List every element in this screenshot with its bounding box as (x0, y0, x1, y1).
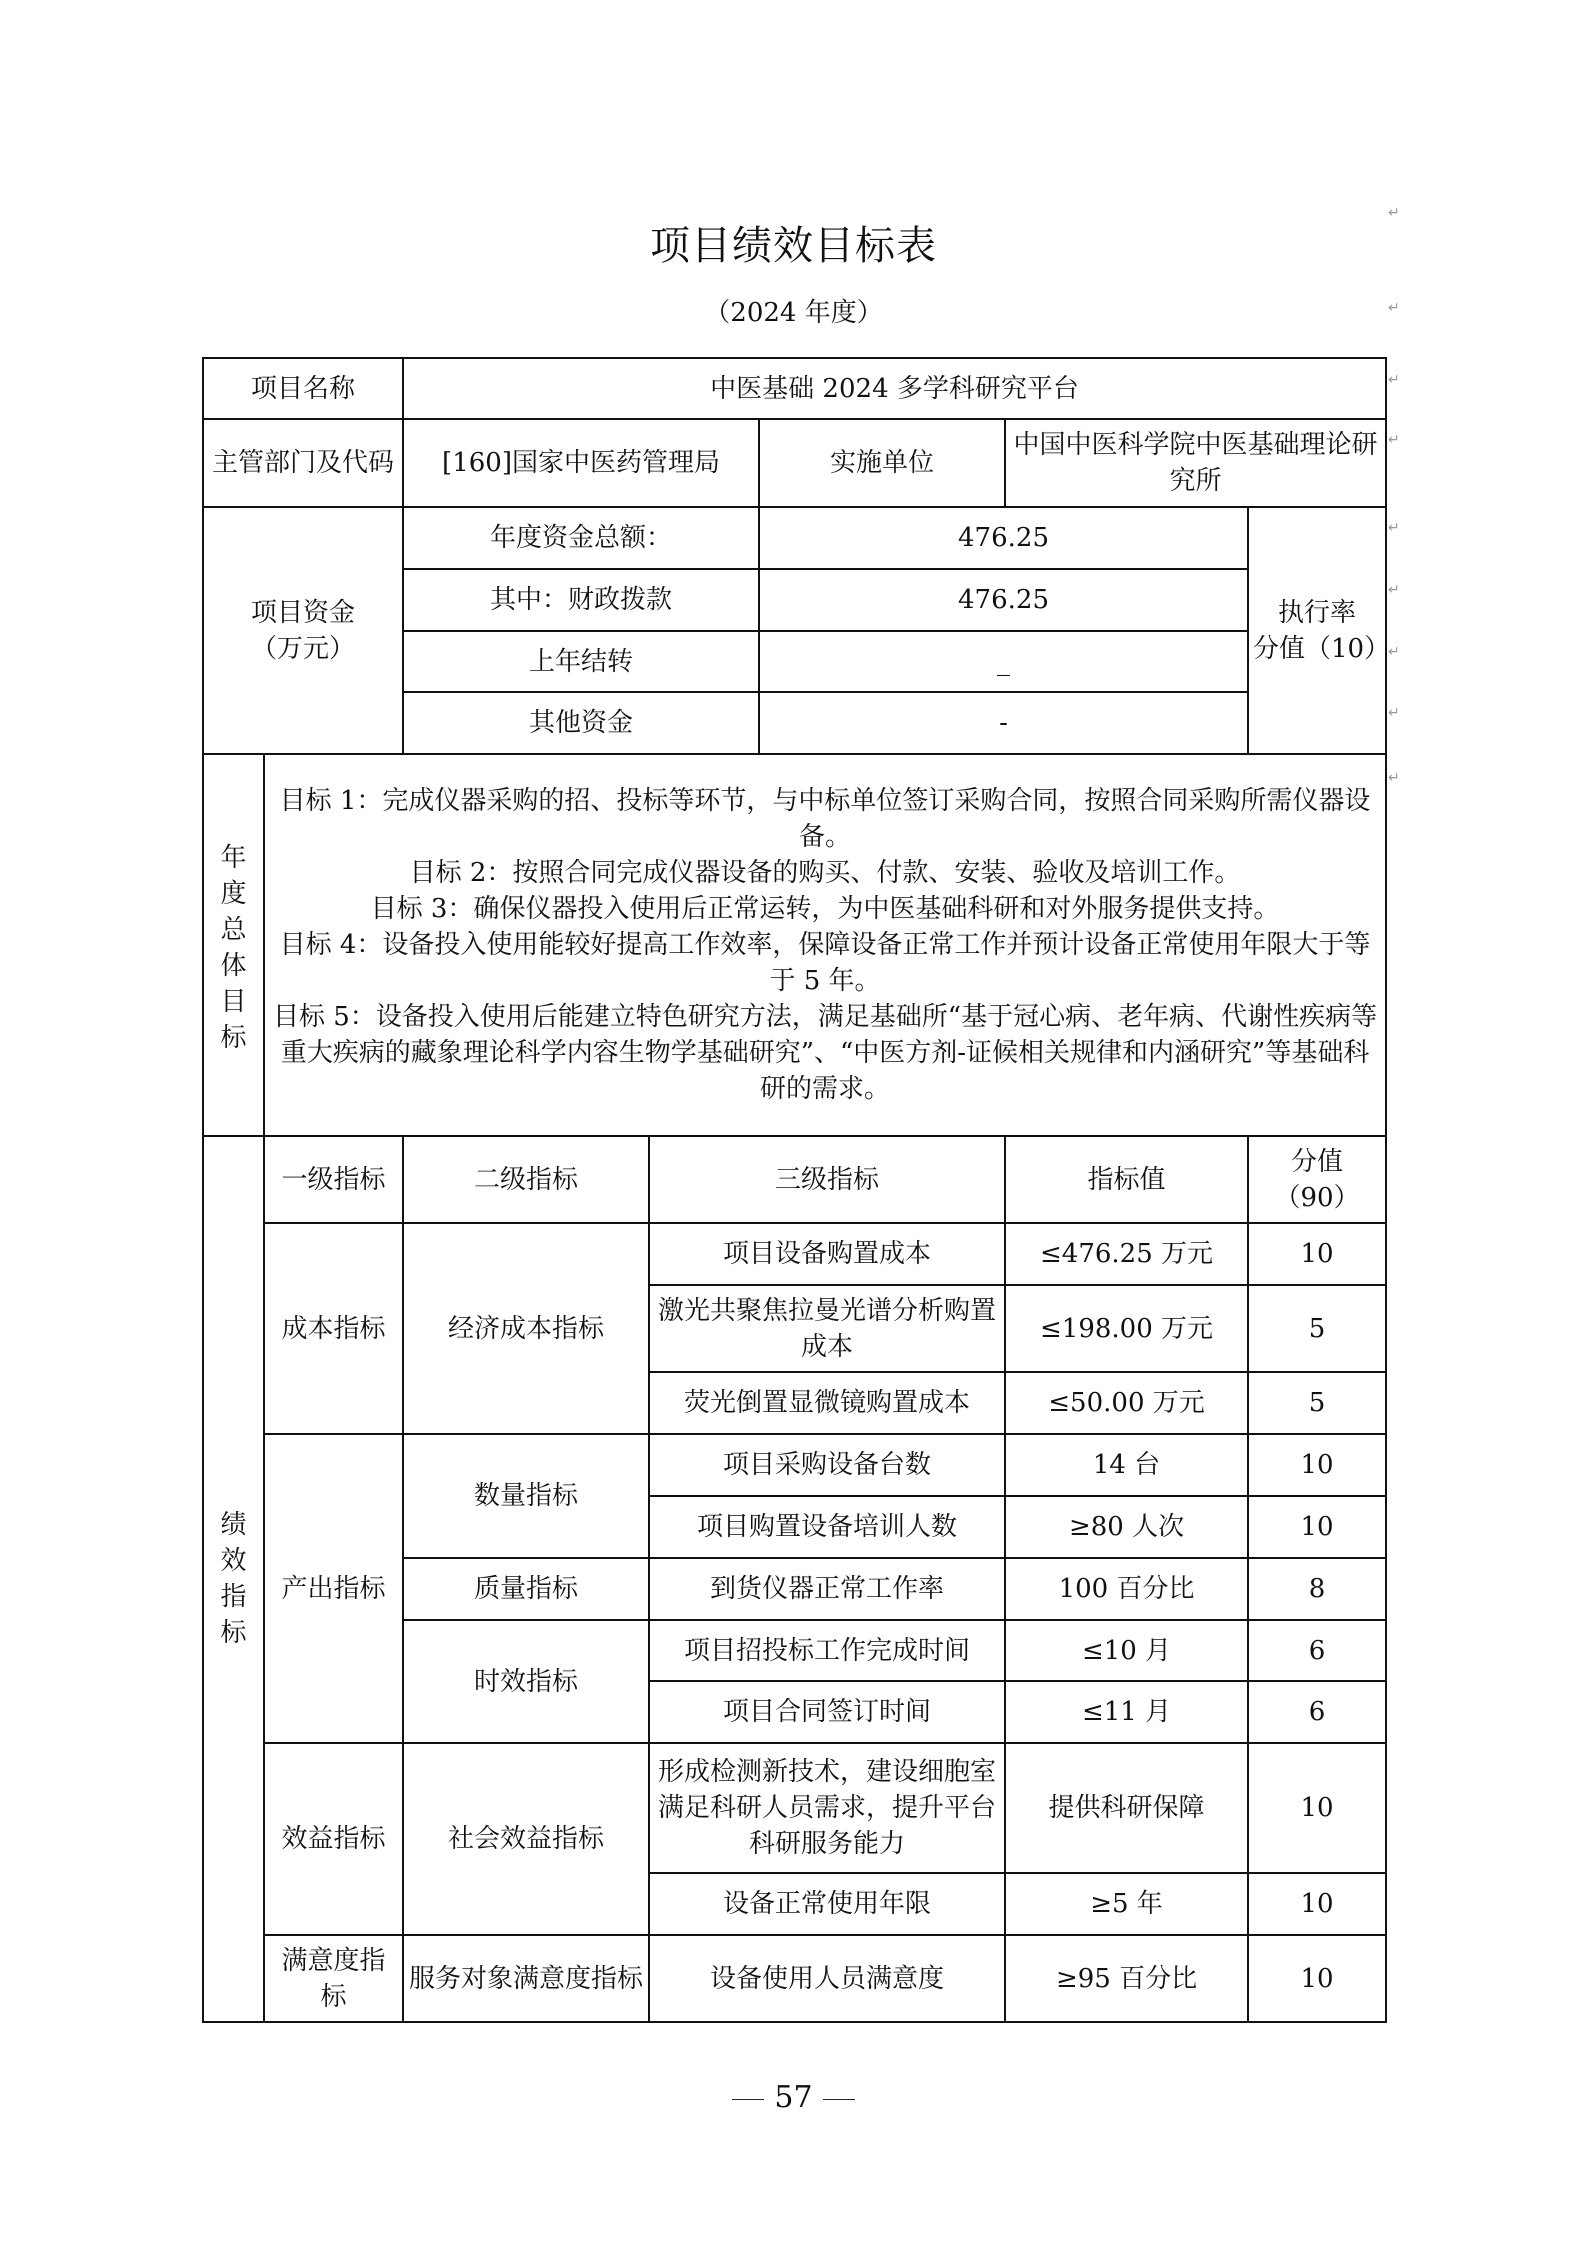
implementing-unit-label: 实施单位 (759, 419, 1005, 507)
header-level2: 二级指标 (403, 1136, 649, 1223)
paragraph-mark: ↵ (1388, 582, 1400, 598)
level1-cell: 效益指标 (264, 1743, 403, 1935)
implementing-unit-value: 中国中医科学院中医基础理论研究所 (1005, 419, 1386, 507)
level2-cell: 服务对象满意度指标 (403, 1935, 649, 2022)
indicator-row (203, 1434, 1386, 1496)
funding-row (203, 507, 1386, 569)
goals-label-char: 标 (220, 1023, 247, 1053)
level3-cell: 形成检测新技术，建设细胞室满足科研人员需求，提升平台科研服务能力 (649, 1743, 1005, 1873)
level2-cell: 经济成本指标 (403, 1223, 649, 1434)
goal-item: 目标 3：确保仪器投入使用后正常运转，为中医基础科研和对外服务提供支持。 (370, 894, 1280, 924)
level3-cell: 项目采购设备台数 (649, 1434, 1005, 1496)
level2-cell: 时效指标 (403, 1620, 649, 1743)
page-number: 57 (774, 2080, 813, 2115)
indicator-row (203, 1743, 1386, 1873)
funding-label-line2: （万元） (251, 633, 356, 664)
indicators-label-char: 指 (220, 1582, 247, 1612)
paragraph-mark: ↵ (1388, 705, 1400, 721)
indicator-score: 8 (1248, 1558, 1386, 1620)
indicator-row (203, 1935, 1386, 2022)
indicator-score: 10 (1248, 1743, 1386, 1873)
annual-goals-content (264, 754, 1386, 1136)
level2-cell: 数量指标 (403, 1434, 649, 1558)
level3-cell: 项目设备购置成本 (649, 1223, 1005, 1285)
header-level3: 三级指标 (649, 1136, 1005, 1223)
level3-cell: 激光共聚焦拉曼光谱分析购置成本 (649, 1285, 1005, 1372)
indicator-value: 提供科研保障 (1005, 1743, 1248, 1873)
execution-rate-score-label (1248, 507, 1391, 754)
level3-cell: 荧光倒置显微镜购置成本 (649, 1372, 1005, 1434)
execution-rate-line2: 分值（10） (1253, 633, 1391, 664)
goals-label-char: 度 (220, 879, 247, 909)
paragraph-mark: ↵ (1388, 432, 1400, 448)
level1-cell: 满意度指标 (264, 1935, 403, 2022)
header-score (1248, 1136, 1386, 1223)
footer-dash-left (732, 2099, 764, 2100)
goal-item: 目标 2：按照合同完成仪器设备的购买、付款、安装、验收及培训工作。 (409, 858, 1241, 888)
paragraph-mark: ↵ (1388, 372, 1400, 388)
indicators-label-char: 效 (220, 1546, 247, 1576)
indicator-value: ≤11 月 (1005, 1681, 1248, 1743)
indicator-value: ≤50.00 万元 (1005, 1372, 1248, 1434)
indicator-score: 10 (1248, 1873, 1386, 1935)
footer-dash-right (823, 2099, 855, 2100)
indicator-value: ≤476.25 万元 (1005, 1223, 1248, 1285)
indicator-value: 100 百分比 (1005, 1558, 1248, 1620)
performance-indicators-label (203, 1136, 264, 2022)
goals-label-char: 目 (220, 987, 247, 1017)
document-subtitle: （2024 年度） (704, 298, 883, 328)
funding-row-label: 上年结转 (403, 631, 759, 692)
goals-label-char: 总 (220, 915, 247, 945)
project-name-value: 中医基础 2024 多学科研究平台 (403, 358, 1386, 419)
level1-cell: 成本指标 (264, 1223, 403, 1434)
indicator-value: ≥95 百分比 (1005, 1935, 1248, 2022)
performance-target-table (202, 357, 1391, 2023)
funding-row-label: 其中：财政拨款 (403, 569, 759, 631)
level3-cell: 设备正常使用年限 (649, 1873, 1005, 1935)
level1-cell: 产出指标 (264, 1434, 403, 1743)
indicator-row (203, 1223, 1386, 1285)
department-label: 主管部门及代码 (203, 419, 403, 507)
indicator-score: 10 (1248, 1434, 1386, 1496)
department-value: [160]国家中医药管理局 (403, 419, 759, 507)
goals-label-char: 体 (220, 951, 247, 981)
header-score-line2: （90） (1274, 1182, 1360, 1213)
level2-cell: 质量指标 (403, 1558, 649, 1620)
goal-item: 目标 4：设备投入使用能较好提高工作效率，保障设备正常工作并预计设备正常使用年限大于等于 5 年。 (279, 930, 1371, 996)
level3-cell: 设备使用人员满意度 (649, 1935, 1005, 2022)
indicator-score: 10 (1248, 1496, 1386, 1558)
paragraph-mark: ↵ (1388, 520, 1400, 536)
document-title: 项目绩效目标表 (650, 223, 937, 269)
header-value: 指标值 (1005, 1136, 1248, 1223)
funding-row-value: 476.25 (759, 507, 1248, 569)
header-score-line1: 分值 (1291, 1146, 1344, 1177)
paragraph-mark: ↵ (1388, 205, 1400, 221)
goal-item: 目标 1：完成仪器采购的招、投标等环节，与中标单位签订采购合同，按照合同采购所需仪器设备。 (279, 786, 1371, 852)
department-row (203, 419, 1386, 507)
indicator-score: 10 (1248, 1935, 1386, 2022)
page-footer (0, 2080, 1587, 2115)
paragraph-mark: ↵ (1388, 300, 1400, 316)
indicator-value: ≤10 月 (1005, 1620, 1248, 1681)
paragraph-mark: ↵ (1388, 644, 1400, 660)
annual-goals-row (203, 754, 1386, 1136)
funding-row-label: 年度资金总额： (403, 507, 759, 569)
funding-label-line1: 项目资金 (251, 597, 356, 628)
indicator-score: 6 (1248, 1620, 1386, 1681)
funding-row-value: - (759, 692, 1248, 754)
level3-cell: 到货仪器正常工作率 (649, 1558, 1005, 1620)
funding-row-label: 其他资金 (403, 692, 759, 754)
paragraph-mark: ↵ (1388, 770, 1400, 786)
level3-cell: 项目合同签订时间 (649, 1681, 1005, 1743)
funding-row-value: 476.25 (759, 569, 1248, 631)
execution-rate-line1: 执行率 (1278, 597, 1357, 628)
indicator-score: 10 (1248, 1223, 1386, 1285)
level3-cell: 项目招投标工作完成时间 (649, 1620, 1005, 1681)
project-name-label: 项目名称 (203, 358, 403, 419)
indicator-value: ≥5 年 (1005, 1873, 1248, 1935)
project-name-row (203, 358, 1386, 419)
indicator-score: 5 (1248, 1285, 1386, 1372)
indicator-value: ≤198.00 万元 (1005, 1285, 1248, 1372)
indicator-score: 5 (1248, 1372, 1386, 1434)
indicator-value: 14 台 (1005, 1434, 1248, 1496)
indicators-header-row (203, 1136, 1386, 1223)
level2-cell: 社会效益指标 (403, 1743, 649, 1935)
header-level1: 一级指标 (264, 1136, 403, 1223)
funding-row-value: _ (759, 631, 1248, 692)
indicators-label-char: 标 (220, 1618, 247, 1648)
goal-item: 目标 5：设备投入使用后能建立特色研究方法，满足基础所“基于冠心病、老年病、代谢性疾病等重大疾病的藏象理论科学内容生物学基础研究”、“中医方剂-证候相关规律和内涵研究”等基础科研的需求。 (272, 1002, 1378, 1104)
indicator-value: ≥80 人次 (1005, 1496, 1248, 1558)
annual-goals-label (203, 754, 264, 1136)
indicators-label-char: 绩 (220, 1510, 247, 1540)
goals-label-char: 年 (220, 843, 247, 873)
level3-cell: 项目购置设备培训人数 (649, 1496, 1005, 1558)
indicator-score: 6 (1248, 1681, 1386, 1743)
funding-label (203, 507, 403, 754)
